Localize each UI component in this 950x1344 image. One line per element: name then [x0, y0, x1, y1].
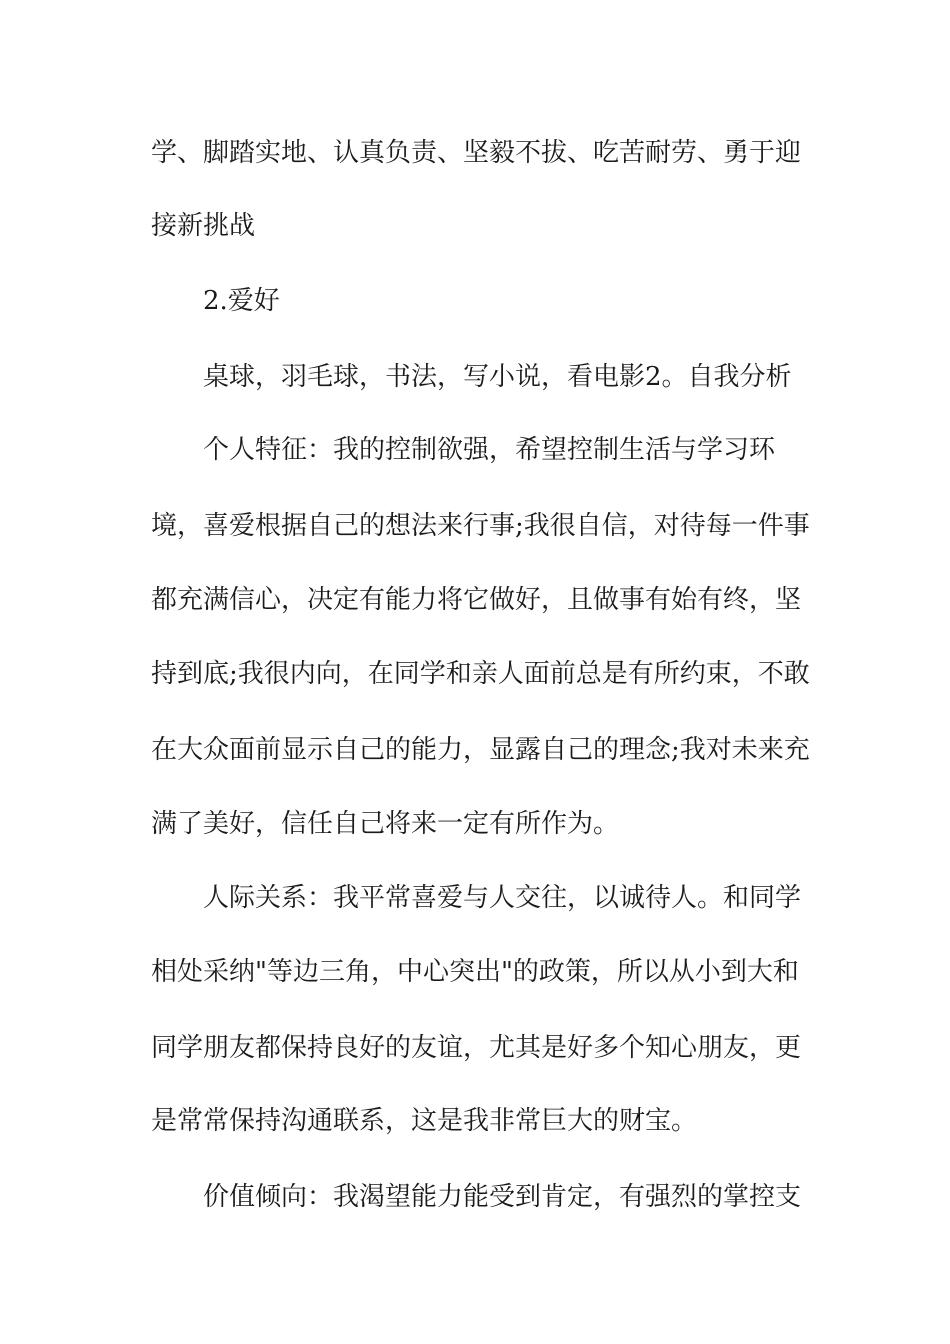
section-heading: 2.爱好	[203, 286, 280, 316]
text-line: 人际关系：我平常喜爱与人交往，以诚待人。和同学	[203, 883, 802, 913]
text-line: 学、脚踏实地、认真负责、坚毅不拔、吃苦耐劳、勇于迎	[151, 138, 802, 168]
text-line: 同学朋友都保持良好的友谊，尤其是好多个知心朋友，更	[151, 1033, 802, 1063]
text-line: 持到底;我很内向，在同学和亲人面前总是有所约束，不敢	[151, 659, 810, 689]
text-line: 桌球，羽毛球，书法，写小说，看电影2。自我分析	[203, 362, 792, 392]
text-line: 接新挑战	[151, 211, 256, 241]
text-line: 满了美好，信任自己将来一定有所作为。	[151, 809, 620, 839]
text-line: 都充满信心，决定有能力将它做好，且做事有始有终，坚	[151, 585, 802, 615]
text-line: 相处采纳"等边三角，中心突出"的政策，所以从小到大和	[151, 957, 799, 987]
text-line: 境，喜爱根据自己的想法来行事;我很自信，对待每一件事	[151, 511, 810, 541]
text-line: 是常常保持沟通联系，这是我非常巨大的财宝。	[151, 1106, 698, 1136]
text-line: 在大众面前显示自己的能力，显露自己的理念;我对未来充	[151, 735, 810, 765]
text-line: 个人特征：我的控制欲强，希望控制生活与学习环	[203, 435, 776, 465]
text-line: 价值倾向：我渴望能力能受到肯定，有强烈的掌控支	[203, 1182, 802, 1212]
